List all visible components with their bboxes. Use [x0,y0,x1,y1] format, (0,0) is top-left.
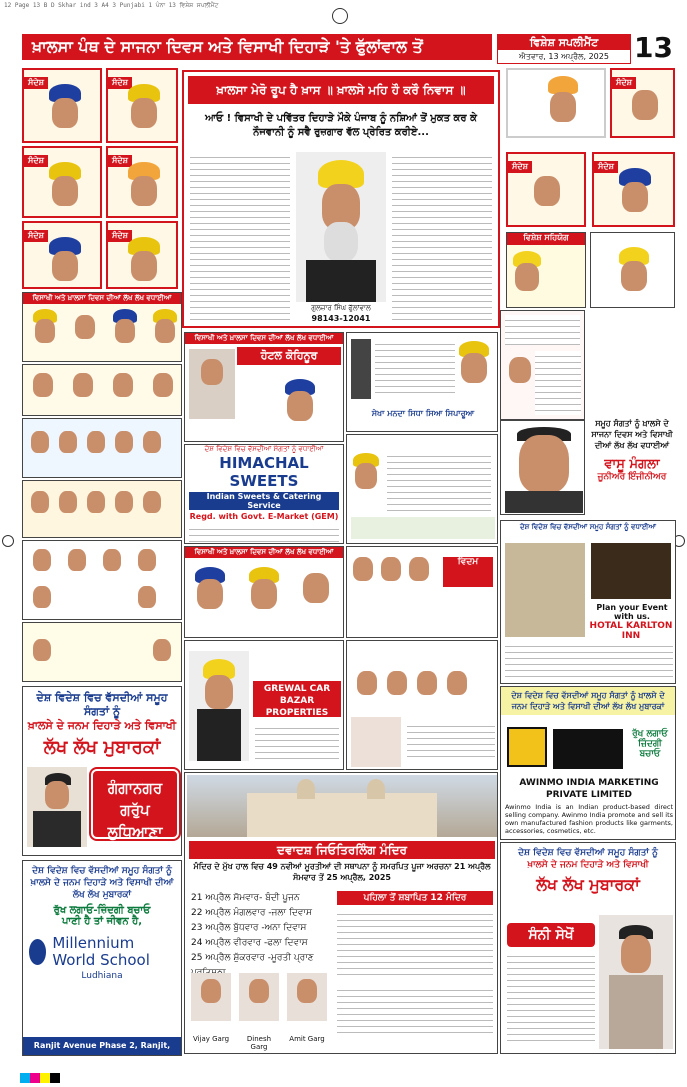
temple-ad: ਦਵਾਦਸ਼ ਜਿਓਤਿਰਲਿੰਗ ਮੰਦਿਰ ਮੰਦਿਰ ਦੇ ਮੁੱਖ ਹਾਲ ਵਿਚ 49 ਨਵੀਆਂ ਮੂਰਤੀਆਂ ਦੀ ਸਥਾਪਨਾ ਨੂੰ ਸਮਰਪਿਤ ਪੂਜਾ ਅਰਚਨਾ 21 ਅਪ੍ਰੈਲ ਸੋਮਵਾਰ ਤੋਂ 25 ਅਪ੍ਰੈਲ, 2025 21 ਅਪ੍ਰੈਲ ਸੋਮਵਾਰ- ਬੰਦੀ ਪੂਜਨ 22 ਅਪ੍ਰੈਲ ਮੰਗਲਵਾਰ -ਜਲਾ ਦਿਵਾਸ 23 ਅਪ੍ਰੈਲ ਬੁੱਧਵਾਰ -ਅਨਾ ਦਿਵਾਸ 24 ਅਪ੍ਰੈਲ ਵੀਰਵਾਰ -ਫਲਾ ਦਿਵਾਸ 25 ਅਪ੍ਰੈਲ ਸ਼ੁੱਕਰਵਾਰ -ਮੂਰਤੀ ਪ੍ਰਾਣ ਪਹਿਲਾ ਤੋਂ ਸ਼ਬਾਪਿਤ 12 ਮੰਦਿਰ Vijay Garg Dinesh Garg Amit Garg [184,772,498,1054]
wishes-ad [22,292,182,362]
vasu-title: ਜੂਨੀਅਰ ਇੰਜੀਨੀਅਰ [597,472,667,482]
person-name: Dinesh Garg [246,1035,272,1051]
group-ad: ਵਿਦਮ [346,546,498,638]
registration-mark-icon [332,8,348,24]
message-card [106,221,178,289]
message-card [106,146,178,218]
group-ad [22,418,182,478]
portrait-photo [296,152,386,302]
temple-photo [187,775,497,837]
greetings-ad [500,310,585,420]
card-tag: ਸੰਦੇਸ਼ [594,161,618,173]
person-photo [27,767,87,847]
hotel-ad [184,332,344,442]
issue-date: ਐਤਵਾਰ, 13 ਅਪ੍ਰੈਲ, 2025 [519,52,609,61]
karlton-name: HOTAL KARLTON INN [589,621,673,641]
schedule-item: 24 ਅਪ੍ਰੈਲ ਵੀਰਵਾਰ -ਫਲਾ ਦਿਵਾਸ [191,938,308,948]
article-column [392,152,492,322]
card-tag: ਸੰਦੇਸ਼ [508,161,532,173]
hotel-name: ਹੋਟਲ ਕੋਹਿਨੂਰ [237,347,341,365]
card-tag: ਸੰਦੇਸ਼ [24,230,48,242]
person-photo [599,915,673,1049]
karlton-plan: Plan your Event with us. [596,603,668,621]
message-card [22,146,102,218]
registration-mark-icon [2,535,14,547]
schedule-item: 23 ਅਪ੍ਰੈਲ ਬੁੱਧਵਾਰ -ਅਨਾ ਦਿਵਾਸ [191,923,307,933]
sunny-ad: ਦੇਸ਼ ਵਿਦੇਸ਼ ਵਿਚ ਵੱਸਦੀਆਂ ਸਮੂਹ ਸੰਗਤਾਂ ਨੂੰ ਖ਼ਾਲਸੇ ਦੇ ਜਨਮ ਦਿਹਾੜੇ ਅਤੇ ਵਿਸਾਖੀ ਲੱਖ ਲੱਖ ਮੁਬਾਰਕਾਂ ਸੰਨੀ ਸੇਖੋਂ [500,842,676,1054]
card-tag: ਸੰਦੇਸ਼ [24,77,48,89]
supplement-label: ਵਿਸ਼ੇਸ਼ ਸਪਲੀਮੈਂਟ [498,35,630,50]
vasu-name: ਵਾਸੂ ਮੰਗਲਾ [604,457,660,472]
school-ad: ਦੇਸ਼ ਵਿਦੇਸ਼ ਵਿਚ ਵੱਸਦੀਆਂ ਸਮੂਹ ਸੰਗਤਾਂ ਨੂੰ ਖ਼ਾਲਸੇ ਦੇ ਜਨਮ ਦਿਹਾੜੇ ਅਤੇ ਵਿਸਾਖੀ ਦੀਆਂ ਲੱਖ ਲੱਖ ਮੁਬਾਰਕਾਂ ਰੁੱਖ ਲਗਾਓ-ਜ਼ਿੰਦਗੀ ਬਚਾਓ ਪਾਣੀ ਹੈ ਤਾਂ ਜੀਵਨ ਹੈ, Millennium World School Ludhiana Ranjit Avenue Phase 2, Ranjit, [22,860,182,1056]
temple-date: ਮੰਦਿਰ ਦੇ ਮੁੱਖ ਹਾਲ ਵਿਚ 49 ਨਵੀਆਂ ਮੂਰਤੀਆਂ ਦੀ ਸਥਾਪਨਾ ਨੂੰ ਸਮਰਪਿਤ ਪੂਜਾ ਅਰਚਨਾ 21 ਅਪ੍ਰੈਲ ਸੋਮਵਾਰ ਤੋਂ 25 ਅਪ੍ਰੈਲ, 2025 [193,862,491,882]
awinmo-desc: Awinmo India is an Indian product-based direct selling company. Awinmo India promote and sell its own manufactured fashion products like garments, accessories, cosmetics, etc. [505,803,673,835]
schedule-list [191,891,331,981]
ganganagar-ad: ਦੇਸ਼ ਵਿਦੇਸ਼ ਵਿਚ ਵੱਸਦੀਆਂ ਸਮੂਹ ਸੰਗਤਾਂ ਨੂੰ ਖ਼ਾਲਸੇ ਦੇ ਜਨਮ ਦਿਹਾੜੇ ਅਤੇ ਵਿਸਾਖੀ ਲੱਖ ਲੱਖ ਮੁਬਾਰਕਾਂ ਗੰਗਾਨਗਰ ਗਰੁੱਪ ਲੁਧਿਆਣਾ [22,686,182,856]
message-card [610,68,675,138]
karlton-ad: ਦੇਸ਼ ਵਿਦੇਸ਼ ਵਿਚ ਵੱਸਦੀਆਂ ਸਮੂਹ ਸੰਗਤਾਂ ਨੂੰ ਵਧਾਈਆਂ Plan your Event with us. HOTAL KARLTON INN [500,520,676,684]
wishes-ad-header: ਵਿਸਾਖੀ ਅਤੇ ਖ਼ਾਲਸਾ ਦਿਵਸ ਦੀਆਂ ਲੱਖ ਲੱਖ ਵਧਾਈਆਂ [23,293,181,304]
card-tag: ਸੰਦੇਸ਼ [108,155,132,167]
ganganagar-title: ਗੰਗਾਨਗਰ ਗਰੁੱਪ ਲੁਧਿਆਣਾ [91,769,179,839]
schedule-item: 25 ਅਪ੍ਰੈਲ ਸ਼ੁੱਕਰਵਾਰ -ਮੂਰਤੀ ਪ੍ਰਾਣ [191,953,314,963]
school-logo-icon [29,939,46,965]
school-slogan-2: ਪਾਣੀ ਹੈ ਤਾਂ ਜੀਵਨ ਹੈ, [61,916,143,927]
article-column [190,152,290,322]
card-tag: ਸੰਦੇਸ਼ [108,230,132,242]
supplement-box [497,34,631,64]
wishes-ad [346,434,498,544]
card-tag: ਸੰਦੇਸ਼ [108,77,132,89]
awinmo-title: AWINMO INDIA MARKETING PRIVATE LIMITED [519,778,659,800]
card-tag: ਸੰਦੇਸ਼ [612,77,636,89]
grewal-name: GREWAL CAR BAZAR PROPERTIES [253,681,341,717]
temple-title: ਦਵਾਦਸ਼ ਜਿਓਤਿਰਲਿੰਗ ਮੰਦਿਰ [189,841,495,859]
school-name: Millennium World School [52,934,150,969]
hotel-ad-header: ਵਿਸਾਖੀ ਅਤੇ ਖ਼ਾਲਸਾ ਦਿਵਸ ਦੀਆਂ ਲੱਖ ਲੱਖ ਵਧਾਈਆਂ [185,333,343,344]
himachal-sub: Indian Sweets & Catering Service [189,492,339,510]
group-ad-header: ਵਿਸਾਖੀ ਅਤੇ ਖ਼ਾਲਸਾ ਦਿਵਸ ਦੀਆਂ ਲੱਖ ਲੱਖ ਵਧਾਈਆਂ [185,547,343,558]
person-name: Amit Garg [289,1035,325,1043]
himachal-name: HIMACHAL SWEETS [219,454,309,490]
himachal-reg: Regd. with Govt. E-Market (GEM) [189,512,339,521]
print-slug: 12 Page 13 B D Skhar ind 3 A4 3 Punjabi 1 ਪੰਨਾ 13 ਵਿਸ਼ੇਸ਼ ਸਪਲੀਮੈਂਟ [4,2,219,9]
message-card [106,68,178,143]
wishes-ad [22,364,182,416]
feature-appeal: ਆਓ ! ਵਿਸਾਖੀ ਦੇ ਪਵਿੱਤਰ ਦਿਹਾੜੇ ਮੌਕੇ ਪੰਜਾਬ ਨੂੰ ਨਸ਼ਿਆਂ ਤੋਂ ਮੁਕਤ ਕਰ ਕੇ ਨੌਜਵਾਨੀ ਨੂੰ ਸਵੈ ਰੁਜ਼ਗਾਰ ਵੱਲ ਪ੍ਰੇਰਿਤ ਕਰੀਏ... [205,113,477,138]
message-card [592,152,675,227]
message-card [22,221,102,289]
message-card [506,68,606,138]
card-tag: ਸੰਦੇਸ਼ [24,155,48,167]
message-card [22,68,102,143]
message-card [506,152,586,227]
feature-title: ਖ਼ਾਲਸਾ ਮੇਰੋ ਰੂਪ ਹੈ ਖ਼ਾਸ ॥ ਖ਼ਾਲਸੇ ਮਹਿ ਹੌ ਕਰੌ ਨਿਵਾਸ ॥ [188,76,494,104]
schedule-item: 21 ਅਪ੍ਰੈਲ ਸੋਮਵਾਰ- ਬੰਦੀ ਪੂਜਨ [191,893,300,903]
school-city: Ludhiana [81,971,123,981]
school-address: Ranjit Avenue Phase 2, Ranjit, [23,1037,181,1055]
feature-article [182,70,500,328]
vasu-photo [500,420,585,515]
vasu-ad: ਸਮੂਹ ਸੰਗਤਾਂ ਨੂੰ ਖ਼ਾਲਸੇ ਦੇ ਸਾਜਨਾ ਦਿਵਸ ਅਤੇ ਵਿਸਾਖੀ ਦੀਆਂ ਲੱਖ ਲੱਖ ਵਧਾਈਆਂ ਵਾਸੂ ਮੰਗਲਾ ਜੂਨੀਅਰ ਇੰਜੀਨੀਅਰ [588,418,676,518]
portrait-caption: ਗੁਲਜ਼ਾਰ ਸਿੰਘ ਫੁੱਲਾਂਵਾਲ [311,304,371,312]
message-card [590,232,675,308]
awinmo-ad: ਦੇਸ਼ ਵਿਦੇਸ਼ ਵਿਚ ਵੱਸਦੀਆਂ ਸਮੂਹ ਸੰਗਤਾਂ ਨੂੰ ਖ਼ਾਲਸੇ ਦੇ ਜਨਮ ਦਿਹਾੜੇ ਅਤੇ ਵਿਸਾਖੀ ਦੀਆਂ ਲੱਖ ਲੱਖ ਮੁਬਾਰਕਾਂ ਰੁੱਖ ਲਗਾਓ ਜ਼ਿੰਦਗੀ ਬਚਾਓ AWINMO INDIA MARKETING PRIVATE LIMITED Awinmo India is an Indian product-based direct selling company. Awinmo India promote and sell its own manufactured fashion products like garments, accessories, cosmetics, etc. [500,686,676,840]
group-ad [22,622,182,682]
group-ad [22,480,182,538]
lakh-text: ਲੱਖ ਲੱਖ ਮੁਬਾਰਕਾਂ [536,875,640,894]
message-card: ਵਿਸ਼ੇਸ਼ ਸਹਿਯੋਗ [506,232,586,308]
group-ad [184,546,344,638]
himachal-ad: ਦੇਸ਼ ਵਿਦੇਸ਼ ਵਿਚ ਵੱਸਦੀਆਂ ਸੰਗਤਾਂ ਨੂੰ ਵਧਾਈਆਂ HIMACHAL SWEETS Indian Sweets & Catering Service Regd. with Govt. E-Market (GEM) [184,444,344,544]
cmyk-bar [20,1068,60,1087]
school-slogan-1: ਰੁੱਖ ਲਗਾਓ-ਜ਼ਿੰਦਗੀ ਬਚਾਓ [53,905,151,916]
group-ad [22,540,182,620]
masthead-headline: ਖ਼ਾਲਸਾ ਪੰਥ ਦੇ ਸਾਜਨਾ ਦਿਵਸ ਅਤੇ ਵਿਸਾਖੀ ਦਿਹਾੜੇ 'ਤੇ ਫੁੱਲਾਂਵਾਲ ਤੋਂ [22,34,492,60]
person-name: Vijay Garg [192,1035,230,1043]
page-number: 13 [634,31,673,64]
sukhwinder-ad [346,640,498,770]
grewal-ad [184,640,344,770]
sunny-name: ਸੰਨੀ ਸੇਖੋਂ [507,923,595,947]
sandhu-ad: ਸੇਖਾ ਮਨਦਾ ਸਿਧਾ ਸਿਆ ਸਿਪਾਰੂਆ [346,332,498,432]
portrait-phone: 98143-12041 [311,314,371,323]
schedule-item: 22 ਅਪ੍ਰੈਲ ਮੰਗਲਵਾਰ -ਜਲਾ ਦਿਵਾਸ [191,908,313,918]
lakh-text: ਲੱਖ ਲੱਖ ਮੁਬਾਰਕਾਂ [43,737,161,758]
awinmo-logo-icon [507,727,547,767]
